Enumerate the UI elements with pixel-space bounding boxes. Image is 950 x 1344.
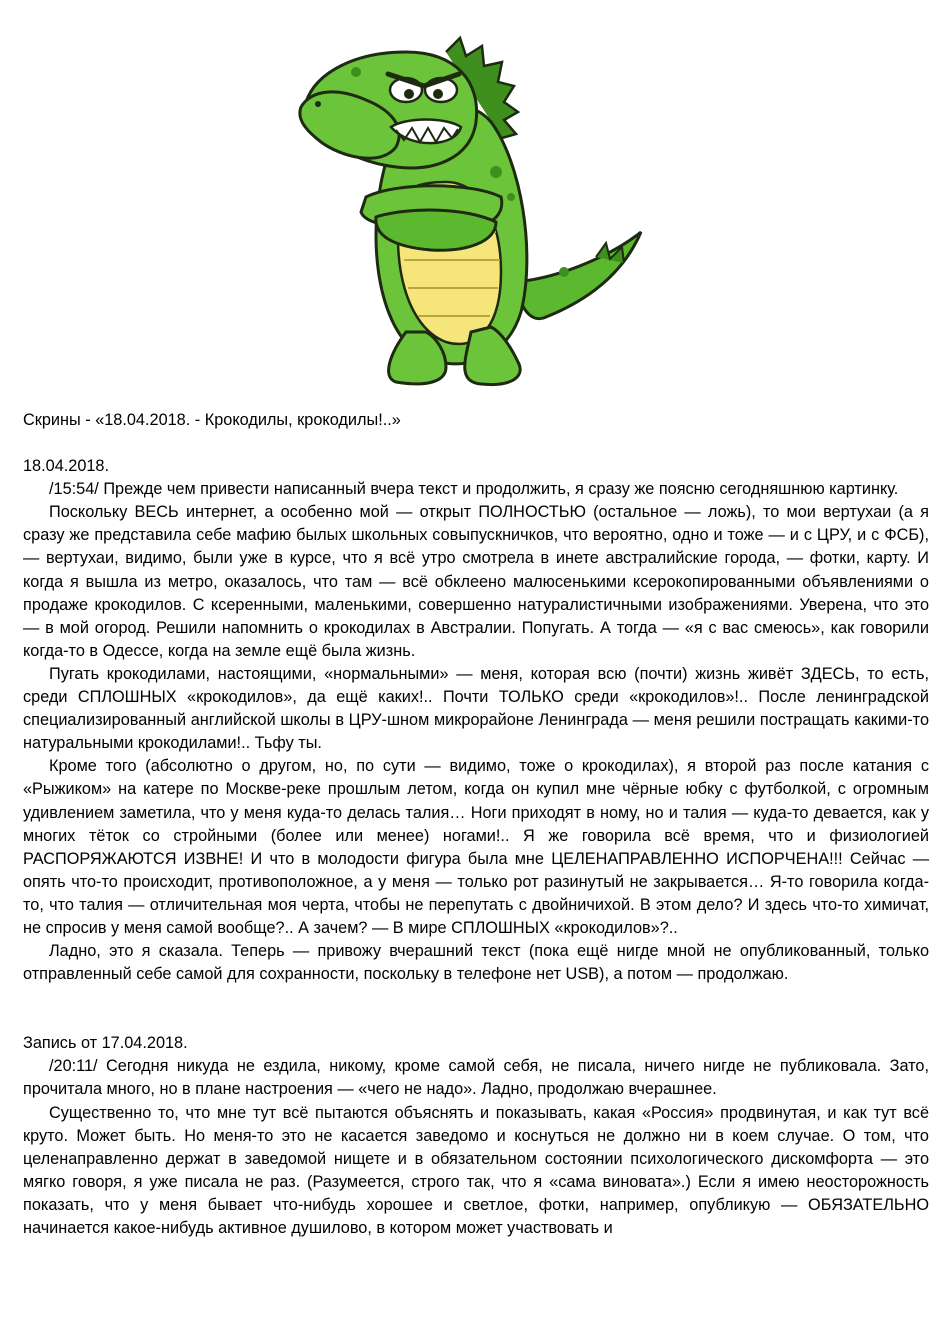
paragraph: Пугать крокодилами, настоящими, «нормальными» — меня, которая всю (почти) жизнь живёт ЗДЕСЬ, то есть, среди СПЛОШНЫХ «крокодилов», да ещё каких!.. Почти ТОЛЬКО среди «крокодилов»!.. После ленинградской специализированный английской школы в ЦРУ-шном микрорайоне Ленинграда — меня решили постращать какими-то натуральными крокодилами!.. Тьфу ты. bbox=[23, 664, 929, 753]
entry-date: 18.04.2018. bbox=[23, 457, 110, 476]
paragraph: Кроме того (абсолютно о другом, но, по сути — видимо, тоже о крокодилах), я второй раз после катания с «Рыжиком» на катере по Москве-реке прошлым летом, когда он купил мне чёрные юбку с футболкой, с огромным удивлением заметила, что у меня куда-то делась талия… Ноги приходят в ному, но и талия — куда-то девается, как у многих тёток со стройными (более или менее) ногами!.. Я же говорила всё время, что и физиологией РАСПОРЯЖАЮТСЯ ИЗВНЕ! И что в молодости фигура была мне ЦЕЛЕНАПРАВЛЕННО ИСПОРЧЕНА!!! Сейчас — опять что-то происходит, противоположное, а у меня — только рот разинутый не закрывается… Я-то говорила когда-то, что талия — отличительная моя черта, чтобы не перепутать с двойничихой. В этом дело? И здесь что-то химичат, не спросив у меня самой вообще?.. А зачем? — В мире СПЛОШНЫХ «крокодилов»?.. bbox=[23, 757, 929, 937]
document-title: Скрины - «18.04.2018. - Крокодилы, крокодилы!..» bbox=[23, 411, 401, 429]
paragraph: Ладно, это я сказала. Теперь — привожу вчерашний текст (пока ещё нигде мной не опубликованный, только отправленный себе самой для сохранности, поскольку в телефоне нет USB), а потом — продолжаю. bbox=[23, 942, 929, 984]
document-body bbox=[23, 409, 929, 1240]
paragraph: /15:54/ Прежде чем привести написанный вчера текст и продолжить, я сразу же поясню сегодняшнюю картинку. bbox=[49, 480, 899, 499]
entry-date: Запись от 17.04.2018. bbox=[23, 1034, 188, 1053]
paragraph: Существенно то, что мне тут всё пытаются объяснять и показывать, какая «Россия» продвинутая, и как тут всё круто. Может быть. Но меня-то это не касается заведомо и коснуться не должно ни в коем случае. О том, что целенаправленно держат в заведомой нищете и в обязательном состоянии психологического дискомфорта — это мягко говоря, я уже писала не раз. (Разумеется, строго так, что я «сама виновата».) Если я имею неосторожность показать, что у меня бывает что-нибудь хорошее и светлое, фотки, например, опубликую — ОБЯЗАТЕЛЬНО начинается какое-нибудь активное душилово, в котором может участвовать и bbox=[23, 1103, 929, 1237]
crocodile-illustration bbox=[296, 32, 646, 402]
paragraph: Поскольку ВЕСЬ интернет, а особенно мой — открыт ПОЛНОСТЬЮ (остальное — ложь), то мои вертухаи (а я сразу же представила себе мафию былых школьных совыпускничков, что вероятно, одно и тоже — и с ЦРУ, и с ФСБ), — вертухаи, видимо, были уже в курсе, что я всё утро смотрела в инете австралийские города, — фотки, карту. И когда я вышла из метро, оказалось, что там — всё обклеено малюсенькими ксерокопированными объявлениями о продаже крокодилов. С ксеренными, маленькими, совершенно натуралистичными изображениями. Уверена, что это — в мой огород. Решили напомнить о крокодилах в Австралии. Попугать. А тогда — «я с вас смеюсь», как говорили когда-то в Одессе, когда на земле ещё была жизнь. bbox=[23, 503, 929, 660]
paragraph: /20:11/ Сегодня никуда не ездила, никому, кроме самой себя, не писала, ничего нигде не публиковала. Зато, прочитала много, но в плане настроения — «чего не надо». Ладно, продолжаю вчерашнее. bbox=[23, 1057, 929, 1099]
